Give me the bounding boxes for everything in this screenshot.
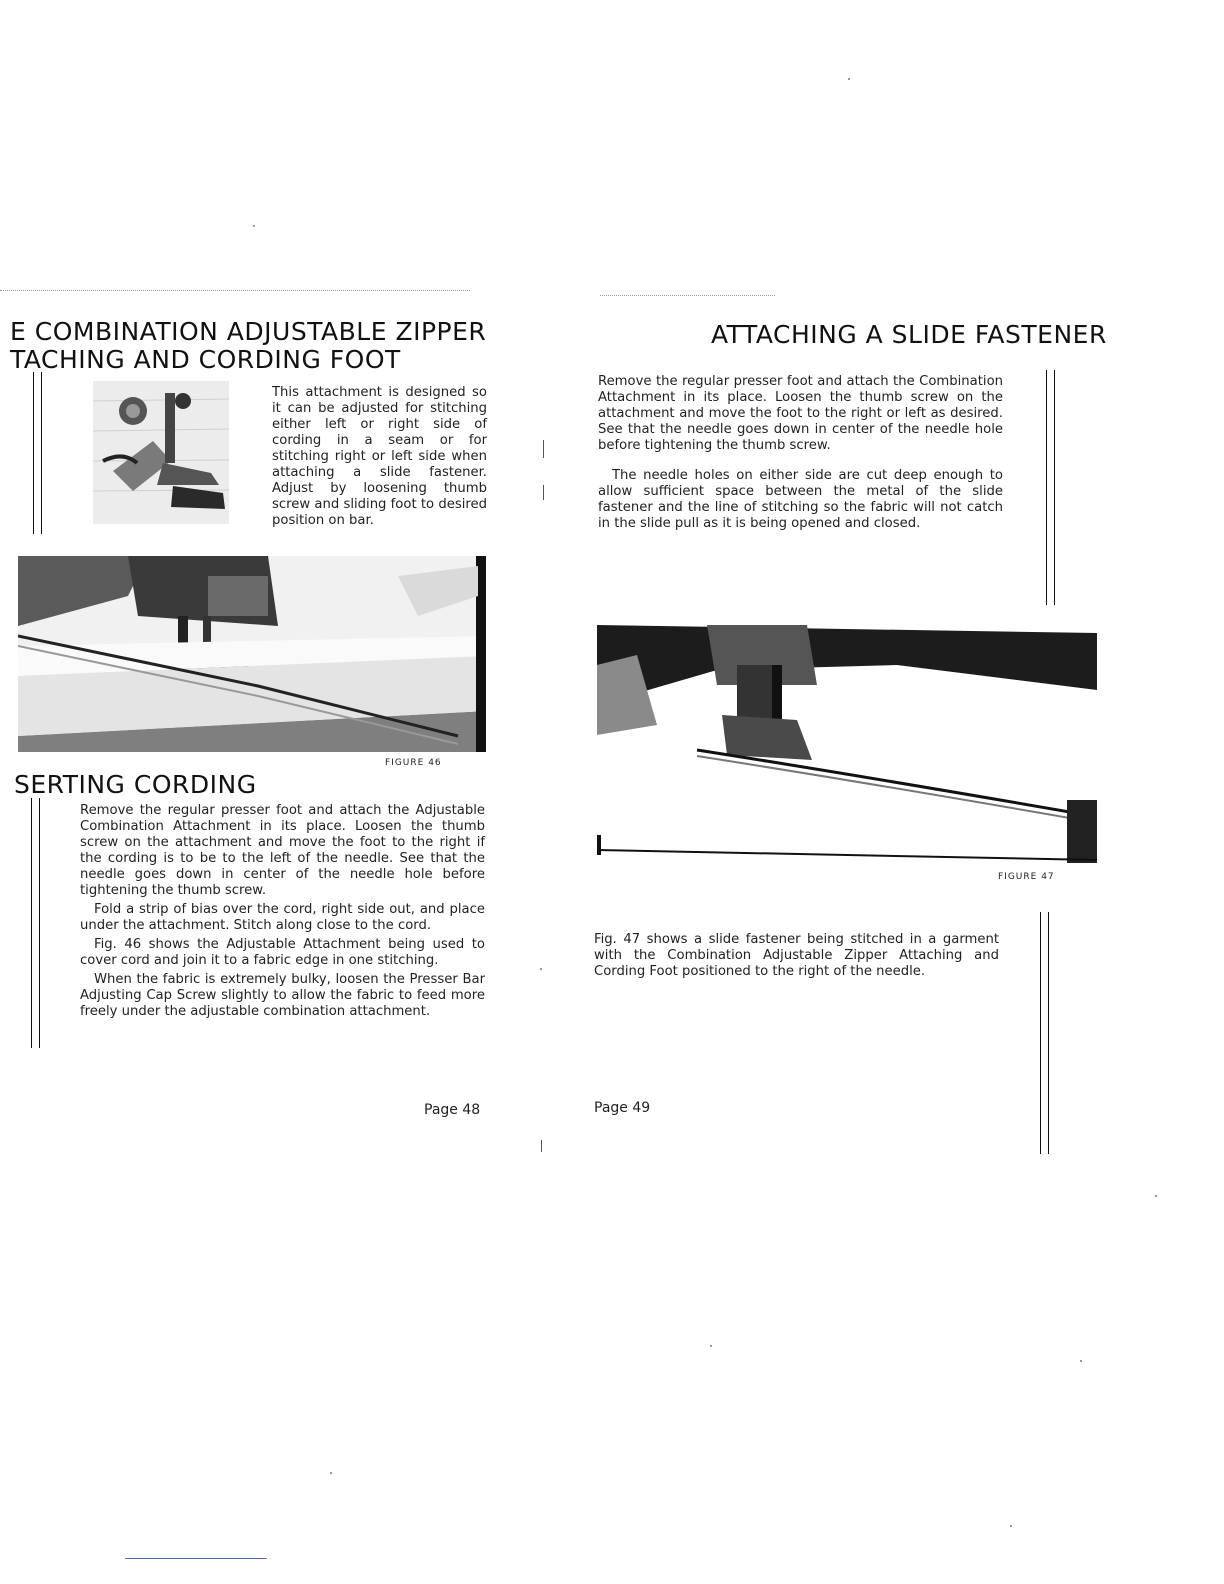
- gutter-mark: [543, 440, 544, 458]
- attachment-foot-illustration: [93, 381, 229, 524]
- scan-speck: [540, 968, 542, 970]
- attachment-foot-photo: [93, 381, 229, 524]
- scan-speck: [848, 78, 850, 80]
- scan-speck: [1155, 1195, 1157, 1197]
- left-section-title: SERTING CORDING: [14, 770, 257, 799]
- right-title: ATTACHING A SLIDE FASTENER: [711, 320, 1107, 349]
- left-title-line2: TACHING AND CORDING FOOT: [10, 345, 401, 374]
- scan-speck: [1010, 1525, 1012, 1527]
- left-margin-rule-top: [33, 372, 42, 534]
- scan-speck: [253, 225, 255, 227]
- figure-46-photo: [18, 556, 486, 752]
- slide-fastener-instructions: [598, 374, 1003, 535]
- cording-paragraph: When the fabric is extremely bulky, loosen the Presser Bar Adjusting Cap Screw slightly to allow the fabric to feed more freely under the adjustable combination attachment.: [80, 972, 485, 1019]
- figure-46-illustration: [18, 556, 486, 752]
- gutter-mark: [541, 1140, 542, 1152]
- right-margin-rule-bottom: [1040, 912, 1049, 1154]
- figure-47-caption: FIGURE 47: [998, 872, 1055, 882]
- slide-paragraph: The needle holes on either side are cut deep enough to allow sufficient space between the metal of the slide fastener and the line of stitching so the fabric will not catch in the slide pull as it is being opened and closed.: [598, 468, 1003, 531]
- figure-46-caption: FIGURE 46: [385, 758, 442, 768]
- intro-text: This attachment is designed so it can be adjusted for stitching either left or right side of cording in a seam or for stitching right or left side when attaching a slide fastener. Adjust by loosening thumb screw and sliding foot to desired position on bar.: [272, 385, 487, 528]
- figure-47-photo: [597, 625, 1097, 863]
- left-page-number: Page 48: [424, 1102, 481, 1118]
- gutter-mark: [543, 485, 544, 500]
- right-page-number: Page 49: [594, 1100, 651, 1116]
- right-margin-rule-top: [1046, 370, 1055, 605]
- slide-paragraph: Remove the regular presser foot and attach the Combination Attachment in its place. Loosen the thumb screw on the attachment and move the foot to the right or left as desired. See that the needle goes down in center of the needle hole before tightening the thumb screw.: [598, 374, 1003, 453]
- left-title-line1: E COMBINATION ADJUSTABLE ZIPPER: [10, 317, 487, 346]
- scan-speck: [710, 1345, 712, 1347]
- scan-artifact-line: [125, 1558, 267, 1559]
- scan-speck: [1080, 1360, 1082, 1362]
- cording-instructions: [80, 803, 485, 1023]
- scan-speck: [330, 1472, 332, 1474]
- cording-paragraph: Fold a strip of bias over the cord, right side out, and place under the attachment. Stitch along close to the cord.: [80, 902, 485, 933]
- cording-paragraph: Fig. 46 shows the Adjustable Attachment being used to cover cord and join it to a fabric edge in one stitching.: [80, 937, 485, 968]
- scan-artifact-line: [0, 290, 470, 291]
- figure-47-description: Fig. 47 shows a slide fastener being stitched in a garment with the Combination Adjustable Zipper Attaching and Cording Foot positioned to the right of the needle.: [594, 932, 999, 979]
- cording-paragraph: Remove the regular presser foot and attach the Adjustable Combination Attachment in its place. Loosen the thumb screw on the attachment and move the foot to the right if the cording is to be to the left of the needle. See that the needle goes down in center of the needle hole before tightening the thumb screw.: [80, 803, 485, 898]
- scan-artifact-line: [600, 295, 775, 296]
- figure-47-illustration: [597, 625, 1097, 863]
- left-margin-rule-bottom: [31, 798, 40, 1048]
